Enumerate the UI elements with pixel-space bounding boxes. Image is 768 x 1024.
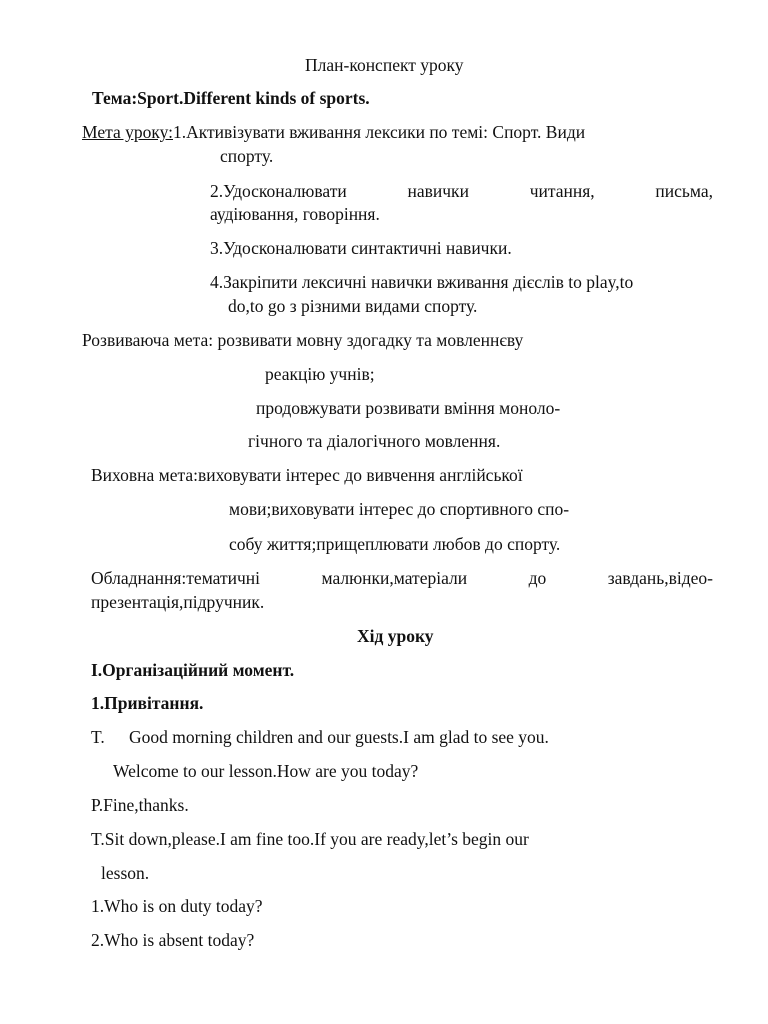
subsection-heading: 1.Привітання. xyxy=(91,693,204,713)
aim-1-text: 1.Активізувати вживання лексики по темі: Спорт. Види xyxy=(173,122,586,142)
educational-aim-line-2: мови;виховувати інтерес до спортивного спо- xyxy=(229,499,570,519)
aim-2-word: читання, xyxy=(529,181,595,201)
pupil-line-1: P.Fine,thanks. xyxy=(91,795,189,815)
course-heading: Хід уроку xyxy=(357,626,434,646)
equipment-word: завдань,відео- xyxy=(607,568,713,588)
teacher-line-1-text: Good morning children and our guests.I am glad to see you. xyxy=(129,727,549,747)
developing-aim-line-3: продовжувати розвивати вміння моноло- xyxy=(256,398,561,418)
aim-3: 3.Удосконалювати синтактичні навички. xyxy=(210,238,512,258)
developing-aim-line-4: гічного та діалогічного мовлення. xyxy=(248,431,501,451)
educational-aim-line-3: собу життя;прищеплювати любов до спорту. xyxy=(229,534,561,554)
aim-label: Мета уроку: xyxy=(82,122,173,142)
teacher-line-2-continuation: lesson. xyxy=(101,863,150,883)
equipment-word: до xyxy=(528,568,547,588)
doc-title: План-конспект уроку xyxy=(305,55,464,75)
educational-aim: Виховна мета:виховувати інтерес до вивчення англійської xyxy=(91,465,523,485)
question-1: 1.Who is on duty today? xyxy=(91,896,263,916)
equipment-continuation: презентація,підручник. xyxy=(91,592,265,612)
section-heading: I.Організаційний момент. xyxy=(91,660,295,680)
aim-2-word: письма, xyxy=(655,181,713,201)
developing-aim-line-2: реакцію учнів; xyxy=(265,364,375,384)
aim-line-1 xyxy=(82,121,585,143)
aim-2-line xyxy=(210,180,713,202)
speaker-label: T. xyxy=(91,727,105,747)
teacher-line-1-continuation: Welcome to our lesson.How are you today? xyxy=(113,761,419,781)
aim-1-continuation: спорту. xyxy=(220,146,274,166)
aim-2-continuation: аудіювання, говоріння. xyxy=(210,204,380,224)
question-2: 2.Who is absent today? xyxy=(91,930,255,950)
equipment-word: малюнки,матеріали xyxy=(321,568,468,588)
equipment-word: Обладнання:тематичні xyxy=(91,568,261,588)
teacher-line-1 xyxy=(91,726,549,748)
aim-4: 4.Закріпити лексичні навички вживання дієслів to play,to xyxy=(210,272,634,292)
aim-2-word: 2.Удосконалювати xyxy=(210,181,347,201)
aim-2-word: навички xyxy=(407,181,469,201)
lesson-topic: Тема:Sport.Different kinds of sports. xyxy=(92,88,370,108)
equipment-line xyxy=(91,567,713,589)
teacher-line-2: T.Sit down,please.I am fine too.If you are ready,let’s begin our xyxy=(91,829,529,849)
developing-aim: Розвиваюча мета: розвивати мовну здогадку та мовленнєву xyxy=(82,330,524,350)
aim-4-continuation: do,to go з різними видами спорту. xyxy=(228,296,478,316)
